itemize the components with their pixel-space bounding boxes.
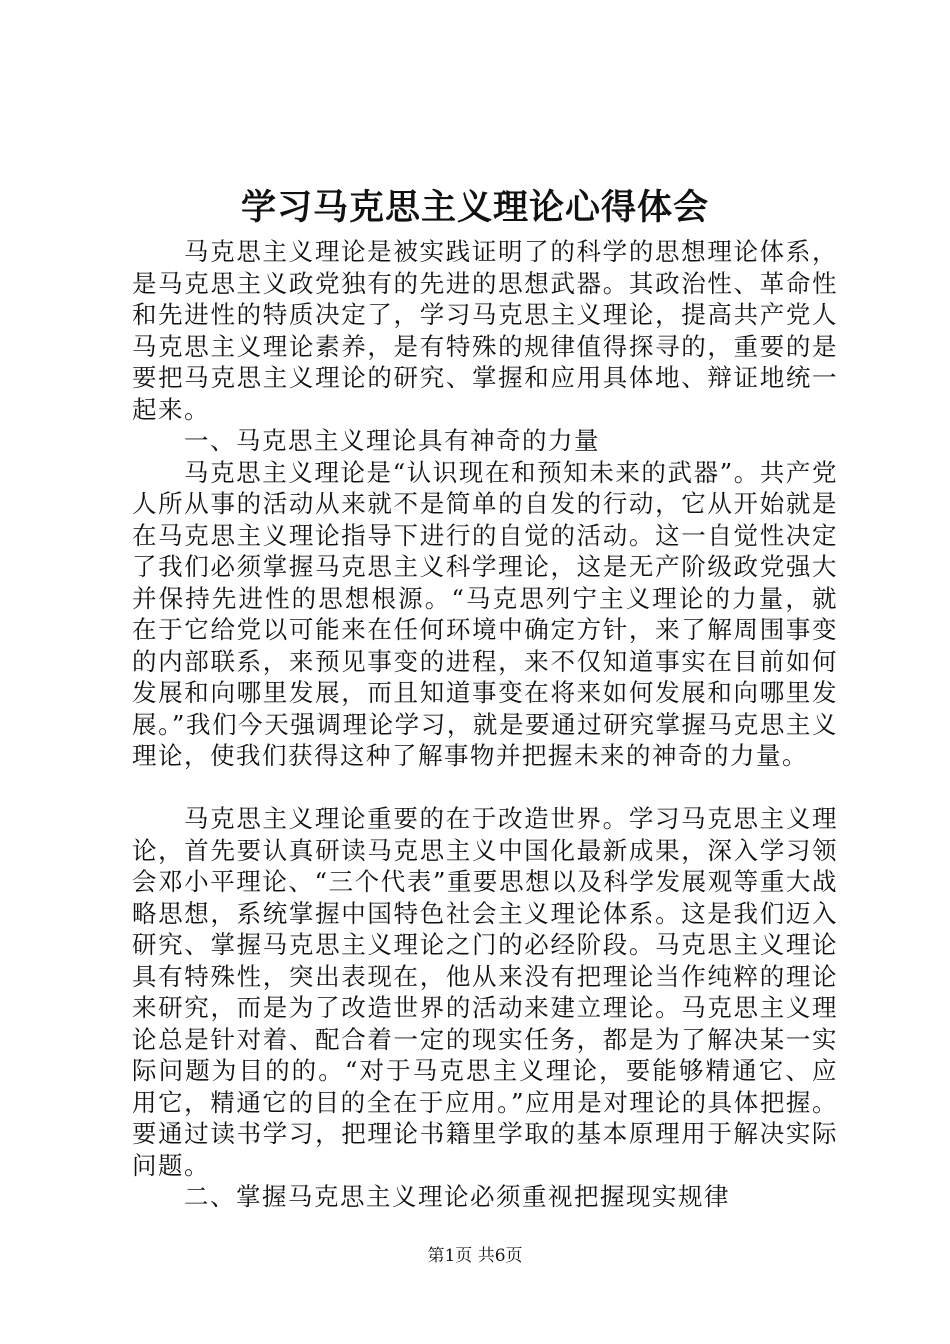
section-heading-1: 一、马克思主义理论具有神奇的力量 (184, 426, 600, 455)
page-number-footer: 第1页 共6页 (427, 1246, 523, 1266)
paragraph-intro: 马克思主义理论是被实践证明了的科学的思想理论体系，是马克思主义政党独有的先进的思想武器。其政治性、革命性和先进性的特质决定了，学习马克思主义理论，提高共产党人马克思主义理论素养，是有特殊的规律值得探寻的，重要的是要把马克思主义理论的研究、掌握和应用具体地、辩证地统一起来。 (132, 237, 838, 424)
paragraph-section-1: 马克思主义理论是“认识现在和预知未来的武器”。共产党人所从事的活动从来就不是简单的自发的行动，它从开始就是在马克思主义理论指导下进行的自觉的活动。这一自觉性决定了我们必须掌握马克思主义科学理论，这是无产阶级政党强大并保持先进性的思想根源。“马克思列宁主义理论的力量，就在于它给党以可能来在任何环境中确定方针，来了解周围事变的内部联系，来预见事变的进程，来不仅知道事实在目前如何发展和向哪里发展，而且知道事变在将来如何发展和向哪里发展。”我们今天强调理论学习，就是要通过研究掌握马克思主义理论，使我们获得这种了解事物并把握未来的神奇的力量。 (132, 457, 838, 770)
section-heading-2: 二、掌握马克思主义理论必须重视把握现实规律 (184, 1182, 730, 1211)
paragraph-transform-world: 马克思主义理论重要的在于改造世界。学习马克思主义理论，首先要认真研读马克思主义中国化最新成果，深入学习领会邓小平理论、“三个代表”重要思想以及科学发展观等重大战略思想，系统掌握中国特色社会主义理论体系。这是我们迈入研究、掌握马克思主义理论之门的必经阶段。马克思主义理论具有特殊性，突出表现在，他从来没有把理论当作纯粹的理论来研究，而是为了改造世界的活动来建立理论。马克思主义理论总是针对着、配合着一定的现实任务，都是为了解决某一实际问题为目的的。“对于马克思主义理论，要能够精通它、应用它，精通它的目的全在于应用。”应用是对理论的具体把握。要通过读书学习，把理论书籍里学取的基本原理用于解决实际问题。 (132, 804, 838, 1180)
paragraph-spacer (132, 772, 838, 804)
document-title: 学习马克思主义理论心得体会 (240, 187, 709, 228)
document-body (132, 236, 838, 1213)
